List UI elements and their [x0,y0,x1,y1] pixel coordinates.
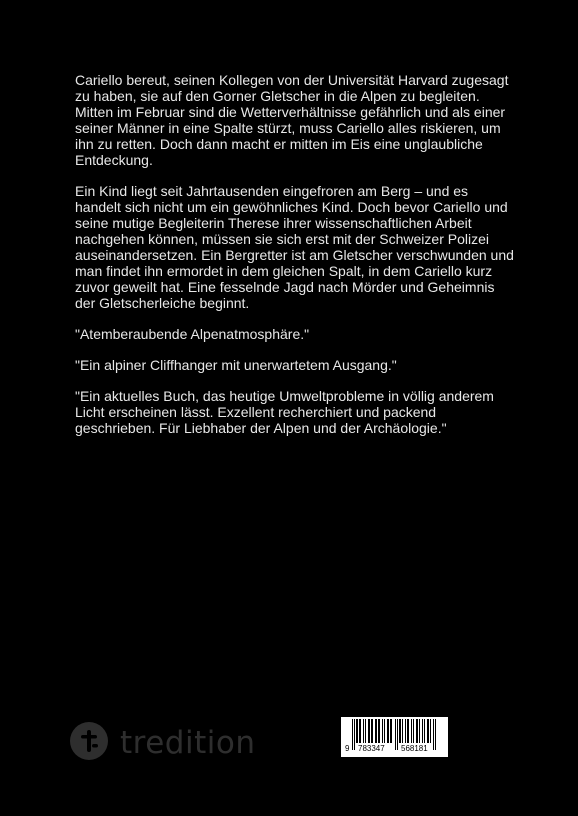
barcode-bar [384,719,385,743]
barcode-bar [356,719,358,743]
barcode-bar [375,719,377,743]
barcode-bar [433,719,434,750]
barcode-bar [382,719,383,743]
barcode-bar [413,719,414,743]
barcode-bar [390,719,392,743]
blurb-paragraph-2: Ein Kind liegt seit Jahrtausenden eingefroren am Berg – und es handelt sich nicht um ein gewöhnliches Kind. Doch bevor Cariello und seine mutige Begleiterin Therese ihrer wissenschaftlichen Arbeit nachgehen können, müssen sie sich erst mit der Schweizer Polizei auseinandersetzen. Ein Bergretter ist am Gletscher verschwunden und man findet ihn ermordet in dem gleichen Spalt, in dem Cariello kurz zuvor geweilt hat. Eine fesselnde Jagd nach Mörder und Geheimnis der Gletscherleiche beginnt. [75,183,514,311]
barcode-bar [402,719,403,743]
barcode-bar [359,719,361,743]
barcode-bar [407,719,409,743]
isbn-barcode [341,717,448,757]
barcode-bar [405,719,406,743]
barcode-bar [416,719,418,743]
publisher-logo [70,723,255,763]
barcode-bar [430,719,431,743]
tredition-logo-icon [70,722,108,765]
back-cover-blurb [75,72,515,451]
barcode-bar [395,719,396,750]
barcode-left-digits: 783347 [358,744,385,753]
blurb-paragraph-1: Cariello bereut, seinen Kollegen von der Universität Harvard zugesagt zu haben, sie auf den Gorner Gletscher in die Alpen zu begleiten. Mitten im Februar sind die Wetterverhältnisse gefährlich und als einer seiner Männer in eine Spalte stürzt, muss Cariello alles riskieren, um ihn zu retten. Doch dann macht er mitten im Eis eine unglaubliche Entdeckung. [75,72,509,168]
quote-1: "Atemberaubende Alpenatmosphäre." [75,326,310,342]
barcode-right-digits: 568181 [401,744,428,753]
publisher-name: tredition [120,725,256,761]
barcode-bar [427,719,429,743]
barcode-bar [368,719,370,743]
barcode-bar [411,719,412,743]
barcode-bar [363,719,364,743]
barcode-bar [424,719,425,743]
barcode-bar [435,719,436,750]
barcode-bar [371,719,373,743]
quote-2: "Ein alpiner Cliffhanger mit unerwartetem Ausgang." [75,357,397,373]
barcode-bar [365,719,366,743]
barcode-bar [387,719,389,743]
barcode-bar [354,719,355,750]
barcode-bar [422,719,423,743]
barcode-bar [419,719,420,743]
quote-3: "Ein aktuelles Buch, das heutige Umweltprobleme in völlig anderem Licht erscheinen lässt. Exzellent recherchiert und packend geschrieben. Für Liebhaber der Alpen und der Archäologie." [75,388,494,436]
barcode-bar [397,719,398,750]
barcode-bar [399,719,401,743]
barcode-lead-digit: 9 [345,744,350,753]
barcode-bar [378,719,380,743]
barcode-bar [352,719,353,750]
